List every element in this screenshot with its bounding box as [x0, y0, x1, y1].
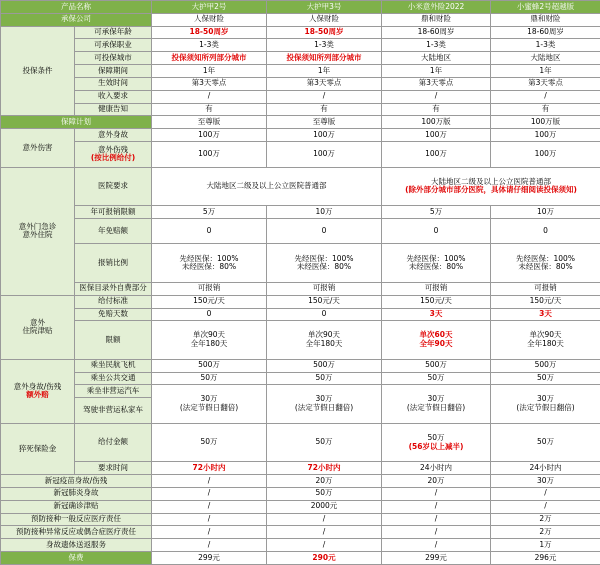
row-label-death: 意外身故 — [75, 129, 152, 142]
table-row — [1, 26, 600, 39]
cell: 1年 — [152, 65, 267, 78]
row-label-allowance-std: 给付标准 — [75, 295, 152, 308]
table-row — [1, 359, 600, 372]
cell: 150元/天 — [382, 295, 491, 308]
cell: 299元 — [382, 551, 491, 564]
car-note: (法定节假日翻倍) — [516, 403, 575, 413]
table-row — [1, 462, 600, 475]
sudden-pay-note: (56岁以上减半) — [408, 441, 464, 451]
cell: / — [267, 526, 382, 539]
cell: / — [491, 500, 600, 513]
limit-line: 全年180天 — [190, 339, 228, 349]
table-row — [1, 487, 600, 500]
cell: / — [152, 487, 267, 500]
cell: 1年 — [267, 65, 382, 78]
ratio-line: 先经医保：100% — [516, 253, 575, 263]
row-label-disability — [75, 141, 152, 167]
table-row — [1, 385, 600, 398]
cell: 第3天零点 — [491, 77, 600, 90]
cell: 5万 — [152, 206, 267, 219]
cell: 18-50周岁 — [267, 26, 382, 39]
cell: 500万 — [491, 359, 600, 372]
cell — [382, 385, 491, 423]
row-label-city: 可投保城市 — [75, 52, 152, 65]
row-label-annual-limit: 年可报销限额 — [75, 206, 152, 219]
cell: 100万 — [152, 129, 267, 142]
row-label-period: 保障期间 — [75, 65, 152, 78]
car-amount: 30万 — [536, 394, 555, 404]
cell: 150元/天 — [152, 295, 267, 308]
cell: 18-60周岁 — [382, 26, 491, 39]
cell: / — [382, 539, 491, 552]
cell: 296元 — [491, 551, 600, 564]
limit-line: 单次90天 — [192, 330, 226, 340]
table-row — [1, 321, 600, 334]
cell: 有 — [491, 103, 600, 116]
cell: 1年 — [491, 65, 600, 78]
cell: / — [152, 539, 267, 552]
cell: 1万 — [491, 539, 600, 552]
cell: 鼎和财险 — [382, 13, 491, 26]
cell — [382, 423, 491, 461]
cell: 3天 — [382, 308, 491, 321]
table-header-row — [1, 1, 600, 14]
cell: / — [382, 90, 491, 103]
cell: / — [267, 539, 382, 552]
cell: 50万 — [267, 423, 382, 461]
car-note: (法定节假日翻倍) — [294, 403, 354, 413]
cell: 大陆地区 — [491, 52, 600, 65]
hospital-requirement-text: 大陆地区二级及以上公立医院普通部 — [431, 176, 551, 186]
cell: 30万 — [491, 475, 600, 488]
row-label-bus: 乘坐非营运汽车 — [75, 385, 152, 398]
cell: / — [491, 90, 600, 103]
table-row — [1, 116, 600, 129]
cell: 0 — [382, 218, 491, 244]
ratio-line: 未经医保：80% — [181, 262, 237, 272]
cell: 1-3类 — [152, 39, 267, 52]
cell: 5万 — [382, 206, 491, 219]
disability-label: 意外伤残 — [98, 144, 128, 154]
row-label-age: 可承保年龄 — [75, 26, 152, 39]
cell: / — [382, 526, 491, 539]
limit-line: 全年90天 — [419, 339, 453, 349]
row-label-public-transit: 乘坐公共交通 — [75, 372, 152, 385]
section-transport — [1, 359, 75, 423]
ratio-line: 未经医保：80% — [296, 262, 352, 272]
cell: 100万 — [382, 129, 491, 142]
row-label-wait-time: 要求时间 — [75, 462, 152, 475]
section-sudden-death: 猝死保险金 — [1, 423, 75, 474]
table-row — [1, 167, 600, 180]
cell: 72小时内 — [152, 462, 267, 475]
cell: 0 — [491, 218, 600, 244]
product-name: 大护甲2号 — [152, 1, 267, 14]
row-label-covid-allowance: 新冠确诊津贴 — [1, 500, 152, 513]
ratio-line: 先经医保：100% — [179, 253, 239, 263]
cell: 人保财险 — [152, 13, 267, 26]
cell — [267, 385, 382, 423]
table-row — [1, 513, 600, 526]
cell — [491, 385, 600, 423]
disability-note: (按比例给付) — [90, 153, 136, 163]
row-label-repatriation: 身故遗体送返服务 — [1, 539, 152, 552]
row-label-limit: 限额 — [75, 321, 152, 359]
cell: / — [267, 90, 382, 103]
row-label-deductible: 年免赔额 — [75, 218, 152, 244]
cell: 0 — [152, 308, 267, 321]
row-label-free-days: 免赔天数 — [75, 308, 152, 321]
cell: / — [382, 500, 491, 513]
table-row — [1, 141, 600, 154]
row-label-effective: 生效时间 — [75, 77, 152, 90]
row-label-premium: 保费 — [1, 551, 152, 564]
cell: 第3天零点 — [267, 77, 382, 90]
row-label-plan: 保障计划 — [1, 116, 152, 129]
table-row — [1, 423, 600, 436]
table-row — [1, 295, 600, 308]
cell: 可报销 — [152, 282, 267, 295]
table-row — [1, 52, 600, 65]
cell: 100万版 — [491, 116, 600, 129]
table-row — [1, 372, 600, 385]
table-row — [1, 206, 600, 219]
cell: 500万 — [382, 359, 491, 372]
cell: 1-3类 — [491, 39, 600, 52]
section-hospital-allowance: 意外 住院津贴 — [1, 295, 75, 359]
cell: 20万 — [382, 475, 491, 488]
car-amount: 30万 — [200, 394, 218, 404]
row-label-self-drive: 驾驶非营运私家车 — [75, 398, 152, 424]
cell: 100万 — [152, 141, 267, 167]
cell: 290元 — [267, 551, 382, 564]
row-label-income: 收入要求 — [75, 90, 152, 103]
cell: 投保须知所列部分城市 — [267, 52, 382, 65]
cell: 100万 — [491, 129, 600, 142]
row-label-vaccine-abnormal: 预防接种异常反应或偶合症医疗责任 — [1, 526, 152, 539]
table-row — [1, 475, 600, 488]
limit-line: 全年180天 — [305, 339, 343, 349]
ratio-line: 未经医保：80% — [408, 262, 464, 272]
section-medical: 意外门急诊 意外住院 — [1, 167, 75, 295]
cell — [152, 321, 267, 359]
table-row — [1, 244, 600, 257]
hospital-requirement-left: 大陆地区二级及以上公立医院普通部 — [152, 167, 382, 205]
cell: 鼎和财险 — [491, 13, 600, 26]
cell: / — [491, 487, 600, 500]
cell: / — [267, 513, 382, 526]
cell — [267, 244, 382, 282]
table-row — [1, 13, 600, 26]
table-row — [1, 77, 600, 90]
cell — [382, 321, 491, 359]
cell: 100万 — [382, 141, 491, 167]
cell: 24小时内 — [491, 462, 600, 475]
cell: 20万 — [267, 475, 382, 488]
row-label-insurer: 承保公司 — [1, 13, 152, 26]
row-label-self-pay: 医保目录外自费部分 — [75, 282, 152, 295]
cell: 至尊版 — [267, 116, 382, 129]
cell: 50万 — [152, 372, 267, 385]
cell: 有 — [382, 103, 491, 116]
section-conditions: 投保条件 — [1, 26, 75, 116]
table-row — [1, 39, 600, 52]
hospital-requirement-note: (除外部分城市部分医院，具体请仔细阅读投保须知) — [405, 185, 577, 195]
row-label-health: 健康告知 — [75, 103, 152, 116]
table-row — [1, 65, 600, 78]
cell: 可报销 — [267, 282, 382, 295]
cell: / — [152, 513, 267, 526]
cell: 50万 — [382, 372, 491, 385]
cell — [267, 321, 382, 359]
transport-extra: 额外赔 — [26, 390, 49, 400]
limit-line: 单次90天 — [529, 330, 562, 340]
cell: 3天 — [491, 308, 600, 321]
table-row — [1, 308, 600, 321]
header-corner: 产品名称 — [1, 1, 152, 14]
ratio-line: 先经医保：100% — [294, 253, 354, 263]
cell: 18-60周岁 — [491, 26, 600, 39]
cell: 50万 — [267, 487, 382, 500]
cell: 1-3类 — [267, 39, 382, 52]
cell: 1年 — [382, 65, 491, 78]
cell: 第3天零点 — [152, 77, 267, 90]
ratio-line: 先经医保：100% — [406, 253, 466, 263]
cell: 100万 — [267, 129, 382, 142]
row-label-sudden-pay: 给付金额 — [75, 423, 152, 461]
table-row — [1, 103, 600, 116]
cell: 150元/天 — [267, 295, 382, 308]
limit-line: 单次60天 — [419, 330, 453, 340]
row-label-hospital: 医院要求 — [75, 167, 152, 205]
cell: 50万 — [152, 423, 267, 461]
cell: 50万 — [491, 423, 600, 461]
cell: 24小时内 — [382, 462, 491, 475]
table-row — [1, 90, 600, 103]
cell — [152, 385, 267, 423]
cell: / — [152, 475, 267, 488]
cell: 500万 — [152, 359, 267, 372]
car-note: (法定节假日翻倍) — [406, 403, 466, 413]
car-note: (法定节假日翻倍) — [179, 403, 239, 413]
table-row — [1, 526, 600, 539]
cell: / — [382, 513, 491, 526]
cell: 大陆地区 — [382, 52, 491, 65]
table-row — [1, 129, 600, 142]
cell: 10万 — [267, 206, 382, 219]
cell: 第3天零点 — [382, 77, 491, 90]
ratio-line: 未经医保：80% — [518, 262, 573, 272]
row-label-covid-death: 新冠疫苗身故/伤残 — [1, 475, 152, 488]
cell: / — [152, 90, 267, 103]
cell: 18-50周岁 — [152, 26, 267, 39]
cell: 有 — [152, 103, 267, 116]
cell: 至尊版 — [152, 116, 267, 129]
cell: 可报销 — [382, 282, 491, 295]
product-name: 大护甲3号 — [267, 1, 382, 14]
product-name: 小蜜蜂2号超越版 — [491, 1, 600, 14]
cell: 10万 — [491, 206, 600, 219]
cell: / — [152, 526, 267, 539]
car-amount: 30万 — [315, 394, 333, 404]
cell — [152, 244, 267, 282]
limit-line: 单次90天 — [307, 330, 341, 340]
cell — [382, 244, 491, 282]
cell: 72小时内 — [267, 462, 382, 475]
cell: 2000元 — [267, 500, 382, 513]
cell: / — [382, 487, 491, 500]
table-row — [1, 500, 600, 513]
cell: 0 — [267, 218, 382, 244]
cell: 50万 — [267, 372, 382, 385]
table-row — [1, 282, 600, 295]
row-label-ratio: 报销比例 — [75, 244, 152, 282]
hospital-requirement-right — [382, 167, 600, 205]
car-amount: 30万 — [427, 394, 445, 404]
cell: 100万 — [491, 141, 600, 167]
cell: 有 — [267, 103, 382, 116]
cell: 可报销 — [491, 282, 600, 295]
row-label-vaccine-reaction: 预防接种一般反应医疗责任 — [1, 513, 152, 526]
cell: 500万 — [267, 359, 382, 372]
cell — [491, 321, 600, 359]
cell: 1-3类 — [382, 39, 491, 52]
row-label-covid-pneu: 新冠肺炎身故 — [1, 487, 152, 500]
cell: 150元/天 — [491, 295, 600, 308]
cell: 投保须知所列部分城市 — [152, 52, 267, 65]
row-label-job: 可承保职业 — [75, 39, 152, 52]
sudden-pay-amount: 50万 — [427, 432, 445, 442]
cell: 0 — [152, 218, 267, 244]
cell: 人保财险 — [267, 13, 382, 26]
cell — [491, 244, 600, 282]
cell: 100万版 — [382, 116, 491, 129]
cell: 50万 — [491, 372, 600, 385]
cell: 2万 — [491, 526, 600, 539]
cell: 100万 — [267, 141, 382, 167]
transport-label: 意外身故/伤残 — [13, 381, 62, 391]
table-row — [1, 218, 600, 231]
cell: / — [152, 500, 267, 513]
table-row — [1, 539, 600, 552]
row-label-plane: 乘坐民航飞机 — [75, 359, 152, 372]
product-name: 小米意外险2022 — [382, 1, 491, 14]
cell: 299元 — [152, 551, 267, 564]
section-accident: 意外伤害 — [1, 129, 75, 167]
table-row — [1, 551, 600, 564]
limit-line: 全年180天 — [527, 339, 564, 349]
cell: 2万 — [491, 513, 600, 526]
cell: 0 — [267, 308, 382, 321]
